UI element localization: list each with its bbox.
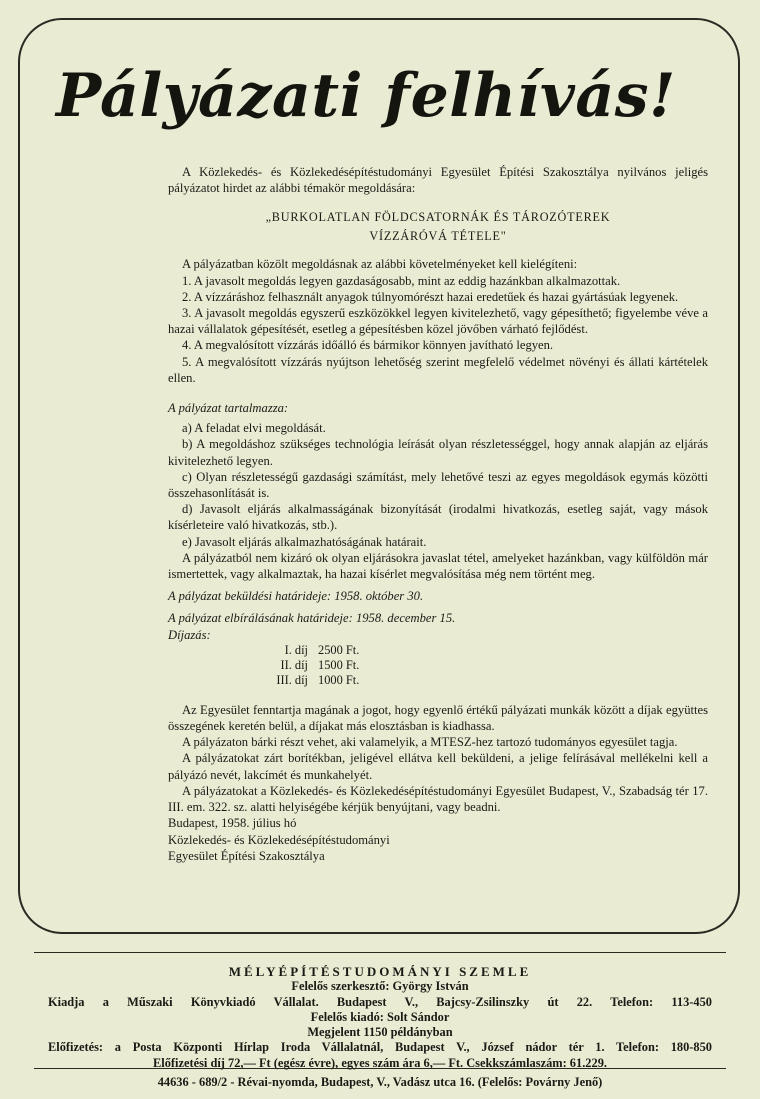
- closing-paragraph: A pályázatokat zárt borítékban, jeligével ellátva kell beküldeni, a jelige felírásával mellékelni kell a pályázó nevét, lakcímét és munkahelyét.: [168, 751, 708, 782]
- masthead: [40, 964, 720, 1071]
- requirement-item: 3. A javasolt megoldás egyszerű eszközökkel legyen kivitelezhető, vagy gépesíthető; figyelembe véve a hazai vállalatok gépesítését, esetleg a gépesítésben közel jövőben várható fejlődést.: [168, 306, 708, 337]
- deadlines: [168, 588, 708, 626]
- requirement-item: 2. A vízzáráshoz felhasznált anyagok túlnyomórészt hazai eredetűek és hazai gyártásúak legyenek.: [182, 289, 679, 304]
- contents-item: e) Javasolt eljárás alkalmazhatóságának határait.: [182, 534, 427, 549]
- topic-line-1: „BURKOLATLAN FÖLDCSATORNÁK ÉS TÁROZÓTEREK: [265, 210, 611, 225]
- prize-row: [244, 643, 359, 658]
- contents-item: d) Javasolt eljárás alkalmasságának bizonyítását (irodalmi hivatkozás, esetleg saját, vagy mások kísérleteire való hivatkozás, stb.).: [168, 502, 708, 533]
- prize-row: [244, 673, 359, 688]
- prize-amount: 1500 Ft.: [318, 657, 360, 672]
- intro-paragraph: A Közlekedés- és Közlekedésépítéstudományi Egyesület Építési Szakosztálya nyilvános jeligés pályázatot hirdet az alábbi témakör megoldására:: [168, 165, 708, 196]
- closing-paragraph: A pályázatokat a Közlekedés- és Közlekedésépítéstudományi Egyesület Budapest, V., Szabadság tér 17. III. em. 322. sz. alatti helyiségébe kérjük benyújtani, vagy beadni.: [168, 783, 708, 815]
- signature-line-1: Közlekedés- és Közlekedésépítéstudományi: [168, 832, 390, 847]
- notice-body: [168, 164, 708, 864]
- topic-title: [168, 208, 708, 246]
- place-date: Budapest, 1958. július hó: [168, 816, 297, 831]
- requirement-item: 4. A megvalósított vízzárás időálló és bármikor könnyen javítható legyen.: [182, 338, 554, 353]
- prizes-table: [244, 643, 359, 688]
- requirements-list: [168, 273, 708, 386]
- requirements-intro: A pályázatban közölt megoldásnak az alábbi követelményeket kell kielégíteni:: [182, 257, 578, 272]
- contents-item: a) A feladat elvi megoldását.: [182, 421, 326, 436]
- publisher-line: Kiadja a Műszaki Könyvkiadó Vállalat. Budapest V., Bajcsy-Zsilinszky út 22. Telefon: 113-450: [48, 994, 712, 1009]
- editor-line: Felelős szerkesztő: György István: [291, 979, 469, 994]
- headline: Pályázati felhívás!: [56, 61, 676, 131]
- requirement-item: 1. A javasolt megoldás legyen gazdaságosabb, mint az eddig hazánkban alkalmazottak.: [182, 273, 621, 288]
- requirement-item: 5. A megvalósított vízzárás nyújtson lehetőség szerint megfelelő védelmet növényi és állati kártételek ellen.: [168, 354, 708, 385]
- footer-divider: [34, 952, 726, 953]
- submission-deadline: A pályázat beküldési határideje: 1958. október 30.: [168, 589, 424, 604]
- price-line: Előfizetési díj 72,— Ft (egész évre), egyes szám ára 6,— Ft. Csekkszámlaszám: 61.229.: [153, 1055, 607, 1070]
- contents-title: A pályázat tartalmazza:: [168, 401, 289, 416]
- subscription-line: Előfizetés: a Posta Központi Hírlap Iroda Vállalatnál, Budapest V., József nádor tér 1. Telefon: 180-850: [48, 1040, 712, 1055]
- prize-label: III. díj: [276, 672, 308, 687]
- closing-paragraph: A pályázaton bárki részt vehet, aki valamelyik, a MTESZ-hez tartozó tudományos egyesület tagja.: [182, 735, 678, 750]
- prizes-title: Díjazás:: [168, 627, 211, 642]
- contents-item: A pályázatból nem kizáró ok olyan eljárásokra javaslat tétel, amelyeket hazánkban, vagy külföldön már ismertettek, vagy alkalmaztak, ha hazai kísérlet megvalósítása még nem történt meg.: [168, 550, 708, 582]
- printer-divider: [34, 1068, 726, 1069]
- prize-row: [244, 658, 359, 673]
- prize-label: II. díj: [280, 657, 308, 672]
- signature-line-2: Egyesület Építési Szakosztálya: [168, 848, 325, 863]
- print-run-line: Megjelent 1150 példányban: [307, 1025, 453, 1040]
- closing-paragraph: Az Egyesület fenntartja magának a jogot, hogy egyenlő értékű pályázati munkák között a díjak együttes összegének keretén belül, a díjakat más elosztásban is kiadhassa.: [168, 702, 708, 734]
- contents-item: b) A megoldáshoz szükséges technológia leírását olyan részletességgel, hogy annak alapján az eljárás kivitelezhető legyen.: [168, 437, 708, 468]
- prize-amount: 2500 Ft.: [318, 642, 360, 657]
- printer-line: 44636 - 689/2 - Révai-nyomda, Budapest, V., Vadász utca 16. (Felelős: Povárny Jenő): [157, 1075, 603, 1089]
- evaluation-deadline: A pályázat elbírálásának határideje: 1958. december 15.: [168, 611, 456, 626]
- closing-paragraphs: [168, 702, 708, 815]
- journal-title: MÉLYÉPÍTÉSTUDOMÁNYI SZEMLE: [228, 964, 532, 979]
- prize-amount: 1000 Ft.: [318, 672, 360, 687]
- contents-list: [168, 420, 708, 582]
- topic-line-2: VÍZZÁRÓVÁ TÉTELE": [369, 229, 507, 244]
- prize-label: I. díj: [284, 642, 308, 657]
- responsible-publisher-line: Felelős kiadó: Solt Sándor: [310, 1009, 450, 1024]
- contents-item: c) Olyan részletességű gazdasági számítást, mely lehetővé teszi az egyes megoldások egymás közötti összehasonlítását is.: [168, 469, 708, 501]
